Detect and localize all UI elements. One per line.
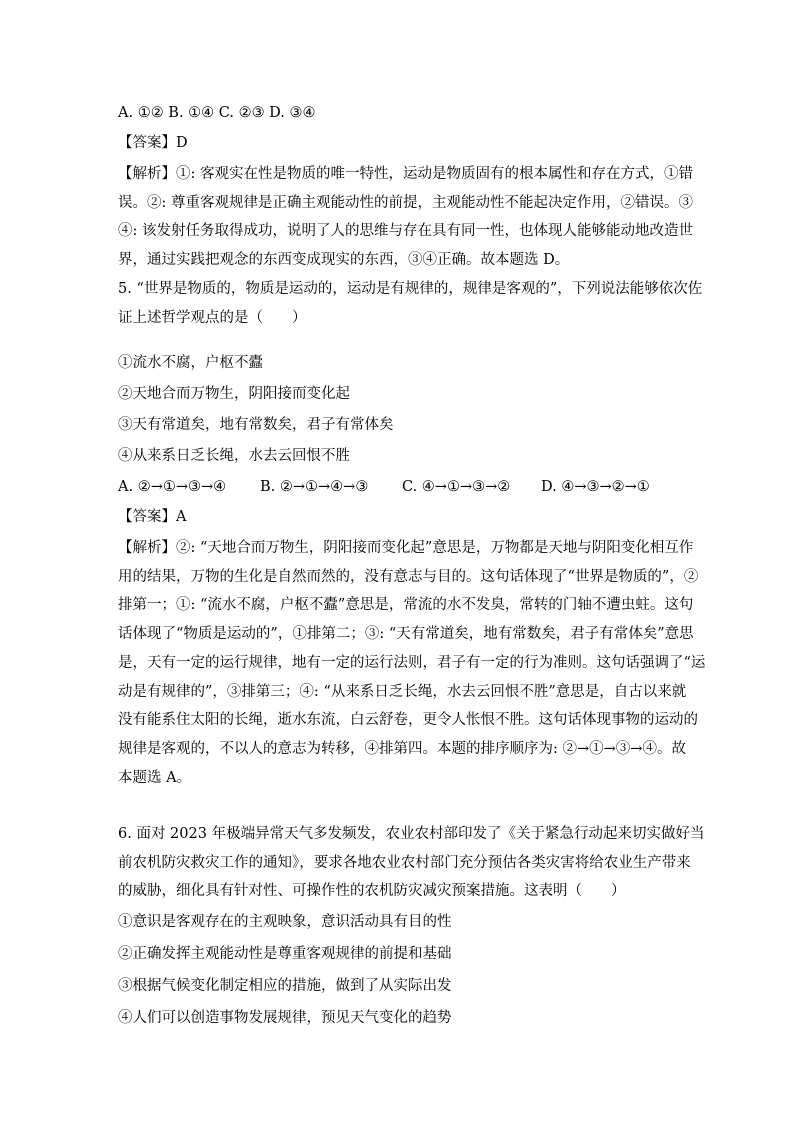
q4-analysis-line: 【解析】①: 客观实在性是物质的唯一特性，运动是物质固有的根本属性和存在方式，①错: [118, 166, 693, 182]
q5-item-3: ③天有常道矣，地有常数矣，君子有常体矣: [118, 417, 394, 433]
q5-option-b: B. ②→①→④→③: [260, 479, 369, 495]
q5-stem-line: 证上述哲学观点的是（ ）: [118, 309, 307, 326]
q5-options: [118, 477, 650, 497]
q5-option-a: A. ②→①→③→④: [118, 479, 227, 495]
q4-analysis: [118, 160, 693, 275]
q6-item-4: ④人们可以创造事物发展规律，预见天气变化的趋势: [118, 1010, 452, 1026]
q5-analysis-line: 用的结果，万物的生化是自然而然的，没有意志与目的。这句话体现了“世界是物质的”，②: [118, 568, 699, 585]
q6-stem-line: 的威胁，细化具有针对性、可操作性的农机防灾减灾预案措施。这表明（ ）: [118, 883, 626, 900]
q5-item-1: ①流水不腐，户枢不蠹: [118, 355, 263, 371]
q5-answer: 【答案】A: [118, 509, 187, 525]
q5-analysis-line: 话体现了“物质是运动的”，①排第二；③: “天有常道矣，地有常数矣，君子有常体矣”意思: [118, 626, 694, 643]
q4-options: A. ①② B. ①④ C. ②③ D. ③④: [118, 105, 316, 121]
q6-stem-line: 前农机防灾救灾工作的通知》，要求各地农业农村部门充分预估各类灾害将给农业生产带来: [118, 854, 691, 871]
q5-analysis-line: 没有能系住太阳的长绳，逝水东流，白云舒卷，更令人怅恨不胜。这句话体现事物的运动的: [118, 712, 698, 729]
q5-stem-line: 5. “世界是物质的，物质是运动的，运动是有规律的，规律是客观的”，下列说法能够依次佐: [118, 281, 703, 297]
q4-analysis-line: ④: 该发射任务取得成功，说明了人的思维与存在具有同一性，也体现人能够能动地改造世: [118, 223, 693, 240]
q6-item-2: ②正确发挥主观能动性是尊重客观规律的前提和基础: [118, 946, 452, 962]
q5-analysis-line: 本题选 A。: [118, 769, 192, 786]
q5-analysis-line: 是，天有一定的运行规律，地有一定的运行法则，君子有一定的行为准则。这句话强调了“运: [118, 654, 706, 671]
q5-option-d: D. ④→③→②→①: [541, 479, 650, 495]
q6-stem-line: 6. 面对 2023 年极端异常天气多发频发，农业农村部印发了《关于紧急行动起来切实做好当: [118, 826, 705, 842]
q4-analysis-line: 误。②: 尊重客观规律是正确主观能动性的前提，主观能动性不能起决定作用，②错误。③: [118, 194, 693, 211]
q5-analysis-line: 【解析】②: “天地合而万物生，阴阳接而变化起”意思是，万物都是天地与阴阳变化相互作: [118, 540, 694, 556]
q4-analysis-line: 界，通过实践把观念的东西变成现实的东西，③④正确。故本题选 D。: [118, 252, 570, 269]
q5-option-c: C. ④→①→③→②: [402, 479, 511, 495]
q5-analysis: [118, 534, 706, 792]
q5-item-2: ②天地合而万物生，阴阳接而变化起: [118, 386, 350, 402]
q6-item-3: ③根据气候变化制定相应的措施，做到了从实际出发: [118, 978, 452, 994]
q5-analysis-line: 动是有规律的”，③排第三；④: “从来系日乏长绳，水去云回恨不胜”意思是，自古以来就: [118, 683, 687, 700]
q5-analysis-line: 排第一；①: “流水不腐，户枢不蠹”意思是，常流的水不发臭，常转的门轴不遭虫蛀。这句: [118, 597, 694, 614]
q6-stem: [118, 820, 705, 906]
q4-answer: 【答案】D: [118, 135, 188, 151]
q5-analysis-line: 规律是客观的，不以人的意志为转移，④排第四。本题的排序顺序为: ②→①→③→④。故: [118, 740, 686, 757]
q6-item-1: ①意识是客观存在的主观映象，意识活动具有目的性: [118, 914, 452, 930]
q5-stem: [118, 275, 703, 332]
q5-item-4: ④从来系日乏长绳，水去云回恨不胜: [118, 448, 350, 464]
